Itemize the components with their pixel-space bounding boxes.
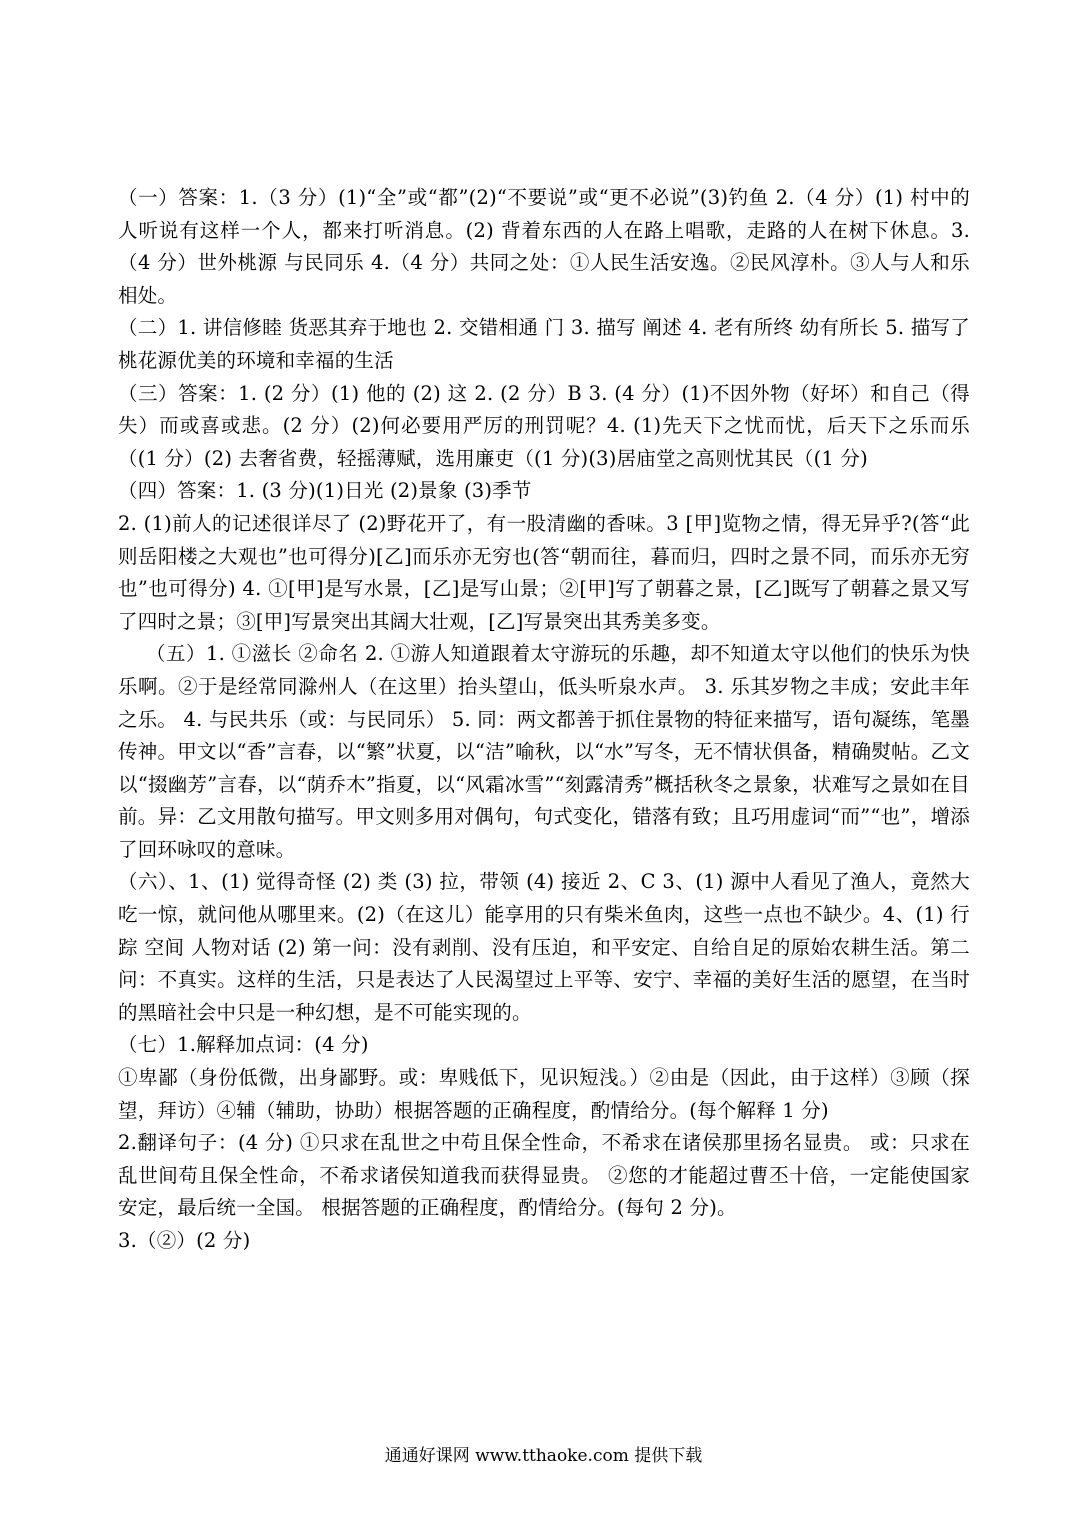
answer-key-body [118,182,970,1258]
section-1-answers: （一）答案：1.（3 分）(1)“全”或“都”(2)“不要说”或“更不必说”(3)钓鱼 2.（4 分）(1) 村中的人听说有这样一个人，都来打听消息。(2) 背着东西的人在路上唱歌，走路的人在树下休息。3.（4 分）世外桃源 与民同乐 4.（4 分）共同之处：①人民生活安逸。②民风淳朴。③人与人和乐相处。 [118,186,970,307]
section-7-word-explanations: ①卑鄙（身份低微，出身鄙野。或：卑贱低下，见识短浅。）②由是（因此，由于这样）③顾（探望，拜访）④辅（辅助，协助）根据答题的正确程度，酌情给分。(每个解释 1 分) [118,1066,970,1122]
section-5-answers: （五）1. ①滋长 ②命名 2. ①游人知道跟着太守游玩的乐趣，却不知道太守以他们的快乐为快乐啊。②于是经常同滁州人（在这里）抬头望山，低头听泉水声。 3. 乐其岁物之丰成；安此丰年之乐。 4. 与民共乐（或：与民同乐） 5. 同：两文都善于抓住景物的特征来描写，语句凝练，笔墨传神。甲文以“香”言春，以“繁”状夏，以“洁”喻秋，以“水”写冬，无不情状俱备，精确熨帖。乙文以“掇幽芳”言春，以“荫乔木”指夏，以“风霜冰雪”“刻露清秀”概括秋冬之景象，状难写之景如在目前。异：乙文用散句描写。甲文则多用对偶句，句式变化，错落有致；且巧用虚词“而”“也”，增添了回环咏叹的意味。 [118,642,970,861]
section-3-answers: （三）答案：1. (2 分）(1) 他的 (2) 这 2. (2 分）B 3. (4 分）(1)不因外物（好坏）和自己（得失）而或喜或悲。(2 分）(2)何必要用严厉的刑罚呢？4. (1)先天下之忧而忧，后天下之乐而乐（(1 分）(2) 去奢省费，轻摇薄赋，选用廉吏（(1 分)(3)居庙堂之高则忧其民（(1 分) [118,381,970,470]
section-7-question-3: 3.（②）(2 分) [118,1229,251,1252]
page-footer: 通通好课网 www.tthaoke.com 提供下载 [384,1446,703,1466]
section-4-answers: 2. (1)前人的记述很详尽了 (2)野花开了，有一股清幽的香味。3 [甲]览物之情，得无异乎?(答“此则岳阳楼之大观也”也可得分)[乙]而乐亦无穷也(答“朝而往，暮而归，四时之景不同，而乐亦无穷也”也可得分) 4. ①[甲]是写水景，[乙]是写山景；②[甲]写了朝暮之景，[乙]既写了朝暮之景又写了四时之景；③[甲]写景突出其阔大壮观，[乙]写景突出其秀美多变。 [118,511,970,633]
section-7-heading: （七）1.解释加点词：(4 分) [118,1033,369,1057]
section-6-answers: （六）、1、(1) 觉得奇怪 (2) 类 (3) 拉，带领 (4) 接近 2、C 3、(1) 源中人看见了渔人，竟然大吃一惊，就问他从哪里来。(2)（在这儿）能享用的只有柴米鱼肉，这些一点也不缺少。4、(1) 行踪 空间 人物对话 (2) 第一问：没有剥削、没有压迫，和平安定、自给自足的原始农耕生活。第二问：不真实。这样的生活，只是表达了人民渴望过上平等、安宁、幸福的美好生活的愿望，在当时的黑暗社会中只是一种幻想，是不可能实现的。 [118,870,970,1024]
section-7-translations: 2.翻译句子：(4 分) ①只求在乱世之中苟且保全性命，不希求在诸侯那里扬名显贵。 或：只求在乱世间苟且保全性命，不希求诸侯知道我而获得显贵。 ②您的才能超过曹丕十倍，一定能使国家安定，最后统一全国。 根据答题的正确程度，酌情给分。(每句 2 分)。 [118,1131,970,1220]
section-2-answers: （二）1. 讲信修睦 货恶其弃于地也 2. 交错相通 门 3. 描写 阐述 4. 老有所终 幼有所长 5. 描写了桃花源优美的环境和幸福的生活 [118,316,970,372]
section-4-heading: （四）答案：1. (3 分)(1)日光 (2)景象 (3)季节 [118,479,532,503]
